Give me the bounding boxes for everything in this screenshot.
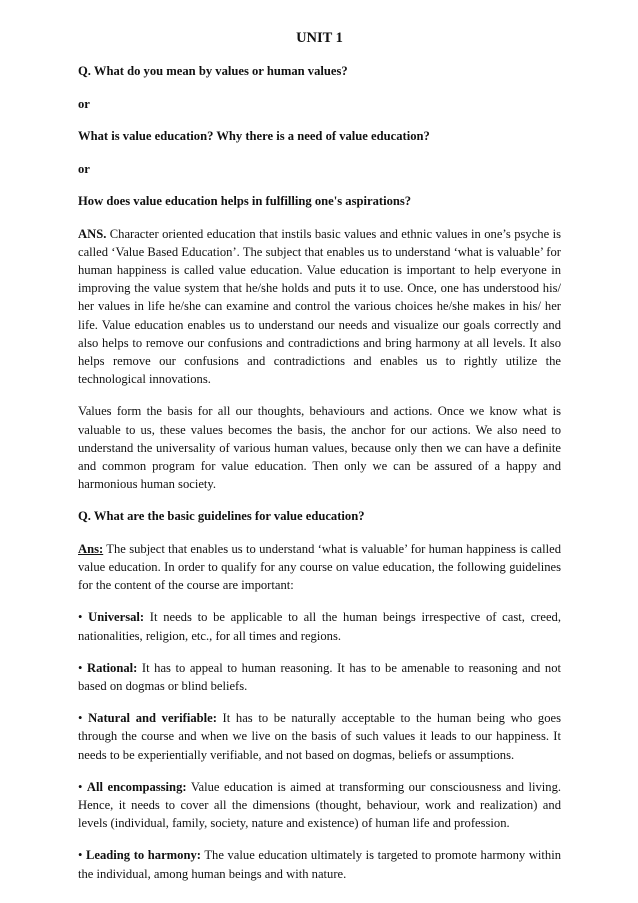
answer-2-text: The subject that enables us to understand ‘what is valuable’ for human happiness is called value education. In order to qualify for any course on value education, the following guidelines for the content of the course are important: [78, 541, 561, 593]
answer-1-text: Character oriented education that instils basic values and ethnic values in one’s psyche is called ‘Value Based Education’. The subject that enables us to understand ‘what is valuable’ for human happiness is called value education. Value education is important to help everyone in improving the value system that he/she holds and puts it to use. Once, one has understood his/ her values in life he/she can examine and control the various choices he/she makes in his/ her life. Value education enables us to understand our needs and visualize our goals correctly and also helps to remove our confusions and contradictions and bring harmony at all levels. It also helps remove our confusions and contradictions and enables us to rightly utilize the technological innovations. [78, 226, 561, 387]
guideline-text: It needs to be applicable to all the human beings irrespective of cast, creed, nationalities, religion, etc., for all times and regions. [78, 610, 562, 643]
guideline-label: All encompassing: [86, 779, 187, 794]
guideline-leading-harmony [78, 846, 561, 882]
answer-1-paragraph [78, 225, 561, 389]
guideline-text: Value education is aimed at transforming our consciousness and living. Hence, it needs to cover all the dimensions (thought, behaviour, work and realization) and levels (individual, family, society, nature and existence) of human life and profession. [78, 779, 562, 831]
guideline-all-encompassing [78, 778, 561, 833]
or-separator-2: or [78, 161, 90, 176]
bullet: • [78, 711, 89, 726]
question-3: How does value education helps in fulfilling one's aspirations? [78, 194, 412, 208]
document-page [78, 28, 561, 897]
guideline-label: Rational: [86, 660, 138, 675]
bullet: • [78, 779, 87, 794]
guideline-text: The value education ultimately is targeted to promote harmony within the individual, among human beings and with nature. [78, 848, 561, 881]
bullet: • [78, 660, 87, 675]
answer-2-label: Ans: [78, 541, 104, 556]
guideline-text: It has to be naturally acceptable to the human being who goes through the course and when we live on the basis of such values it leads to our happiness. It needs to be experientially verifiable, and not based on dogmas, beliefs or assumptions. [78, 711, 561, 762]
question-2: What is value education? Why there is a need of value education? [78, 129, 430, 143]
guideline-universal [78, 608, 561, 644]
guideline-natural-verifiable [78, 709, 561, 764]
unit-title: UNIT 1 [296, 30, 343, 46]
guideline-label: Leading to harmony: [86, 848, 201, 863]
bullet: • [78, 848, 87, 863]
answer-1-paragraph-2: Values form the basis for all our thoughts, behaviours and actions. Once we know what is valuable to us, these values becomes the basis, the anchor for our actions. We also need to understand the universality of various human values, because only then we can have a definite and common program for value education. Then only we can be assured of a happy and harmonious human society. [78, 404, 561, 492]
answer-2-paragraph [78, 540, 561, 595]
or-separator-1: or [78, 96, 90, 111]
answer-1-label: ANS. [78, 226, 107, 241]
bullet: • [78, 610, 89, 625]
guideline-text: It has to appeal to human reasoning. It has to be amenable to reasoning and not based on dogmas or blind beliefs. [78, 660, 561, 694]
question-4: Q. What are the basic guidelines for value education? [78, 509, 365, 524]
question-1: Q. What do you mean by values or human values? [78, 64, 348, 78]
guideline-label: Universal: [88, 610, 145, 625]
guideline-label: Natural and verifiable: [88, 711, 217, 726]
guideline-rational [78, 659, 561, 695]
